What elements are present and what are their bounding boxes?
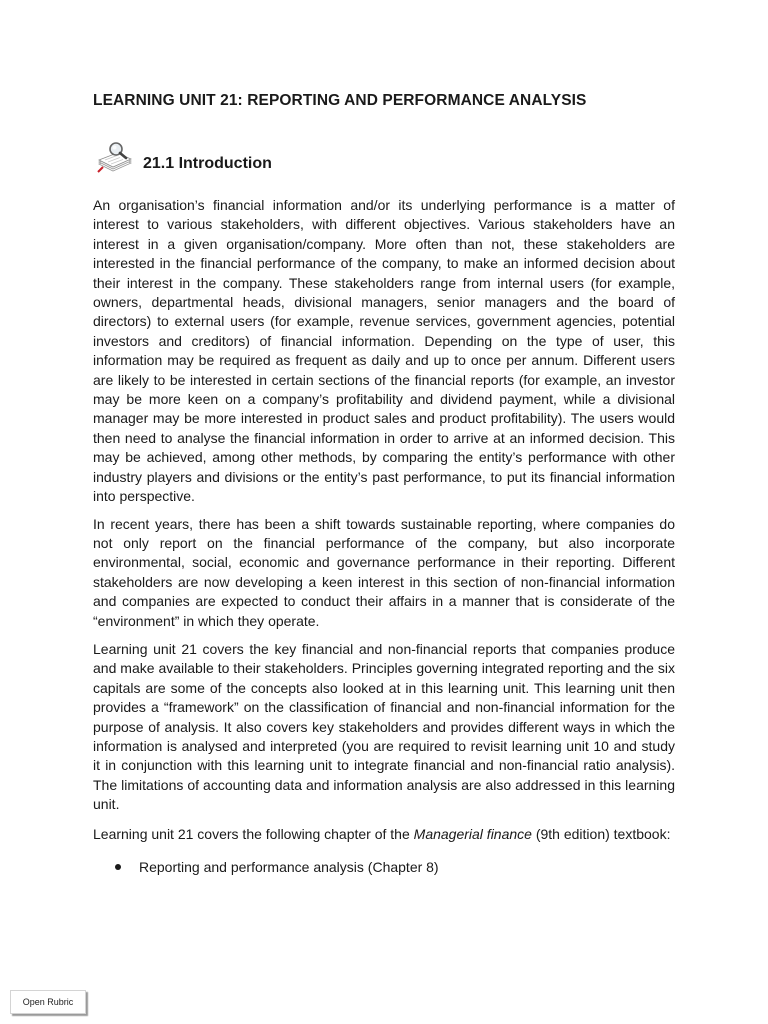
- unit-title: LEARNING UNIT 21: REPORTING AND PERFORMANCE ANALYSIS: [93, 92, 587, 109]
- open-rubric-button[interactable]: Open Rubric: [10, 990, 86, 1014]
- paragraph-unit-overview: Learning unit 21 covers the key financial and non-financial reports that companies produce and make available to their stakeholders. Principles governing integrated reporting and the six capitals are some of the concepts also looked at in this learning unit. This learning unit then provides a “framework” on the classification of financial and non-financial information for the purpose of analysis. It also covers key stakeholders and provides different ways in which the information is analysed and interpreted (you are required to revisit learning unit 10 and study it in conjunction with this learning unit to integrate financial and non-financial ratio analysis). The limitations of accounting data and information analysis are also addressed in this learning unit.: [93, 640, 675, 813]
- magnifier-on-documents-icon: [95, 140, 135, 176]
- section-heading: [95, 140, 272, 176]
- paragraph-sustainable-reporting: In recent years, there has been a shift towards sustainable reporting, where companies do not only report on the financial performance of the company, but also incorporate environmental, social, economic and governance performance in their reporting. Different stakeholders are now developing a keen interest in this section of non-financial information and companies are expected to conduct their affairs in a manner that is considerate of the “environment” in which they operate.: [93, 515, 675, 629]
- paragraph-textbook-chapter: [93, 825, 675, 844]
- chapter-text-before: Learning unit 21 covers the following chapter of the: [93, 825, 414, 842]
- list-item: [115, 858, 675, 877]
- textbook-title: Managerial finance: [413, 825, 532, 842]
- paragraph-stakeholders: An organisation’s financial information and/or its underlying performance is a matter of interest to various stakeholders, with different objectives. Various stakeholders have an interest in a given organisation/company. More often than not, these stakeholders are interested in the financial performance of the company, to make an informed decision about their interest in the company. These stakeholders range from internal users (for example, owners, departmental heads, divisional managers, senior managers and the board of directors) to external users (for example, revenue services, government agencies, potential investors and creditors) of financial information. Depending on the type of user, this information may be required as frequent as daily and up to once per annum. Different users are likely to be interested in certain sections of the financial reports (for example, an investor may be more keen on a company’s profitability and dividend payment, while a divisional manager may be more interested in product sales and product profitability). The users would then need to analyse the financial information in order to arrive at an informed decision. This may be achieved, among other methods, by comparing the entity’s performance with other industry players and divisions or the entity’s past performance, to put its financial information into perspective.: [93, 197, 675, 505]
- list-item-text: Reporting and performance analysis (Chapter 8): [139, 859, 439, 875]
- chapter-text-after: (9th edition) textbook:: [531, 825, 671, 842]
- chapter-list: [93, 858, 675, 877]
- section-title: 21.1 Introduction: [143, 155, 272, 172]
- body-text: [93, 196, 675, 877]
- bullet-icon: [115, 864, 121, 870]
